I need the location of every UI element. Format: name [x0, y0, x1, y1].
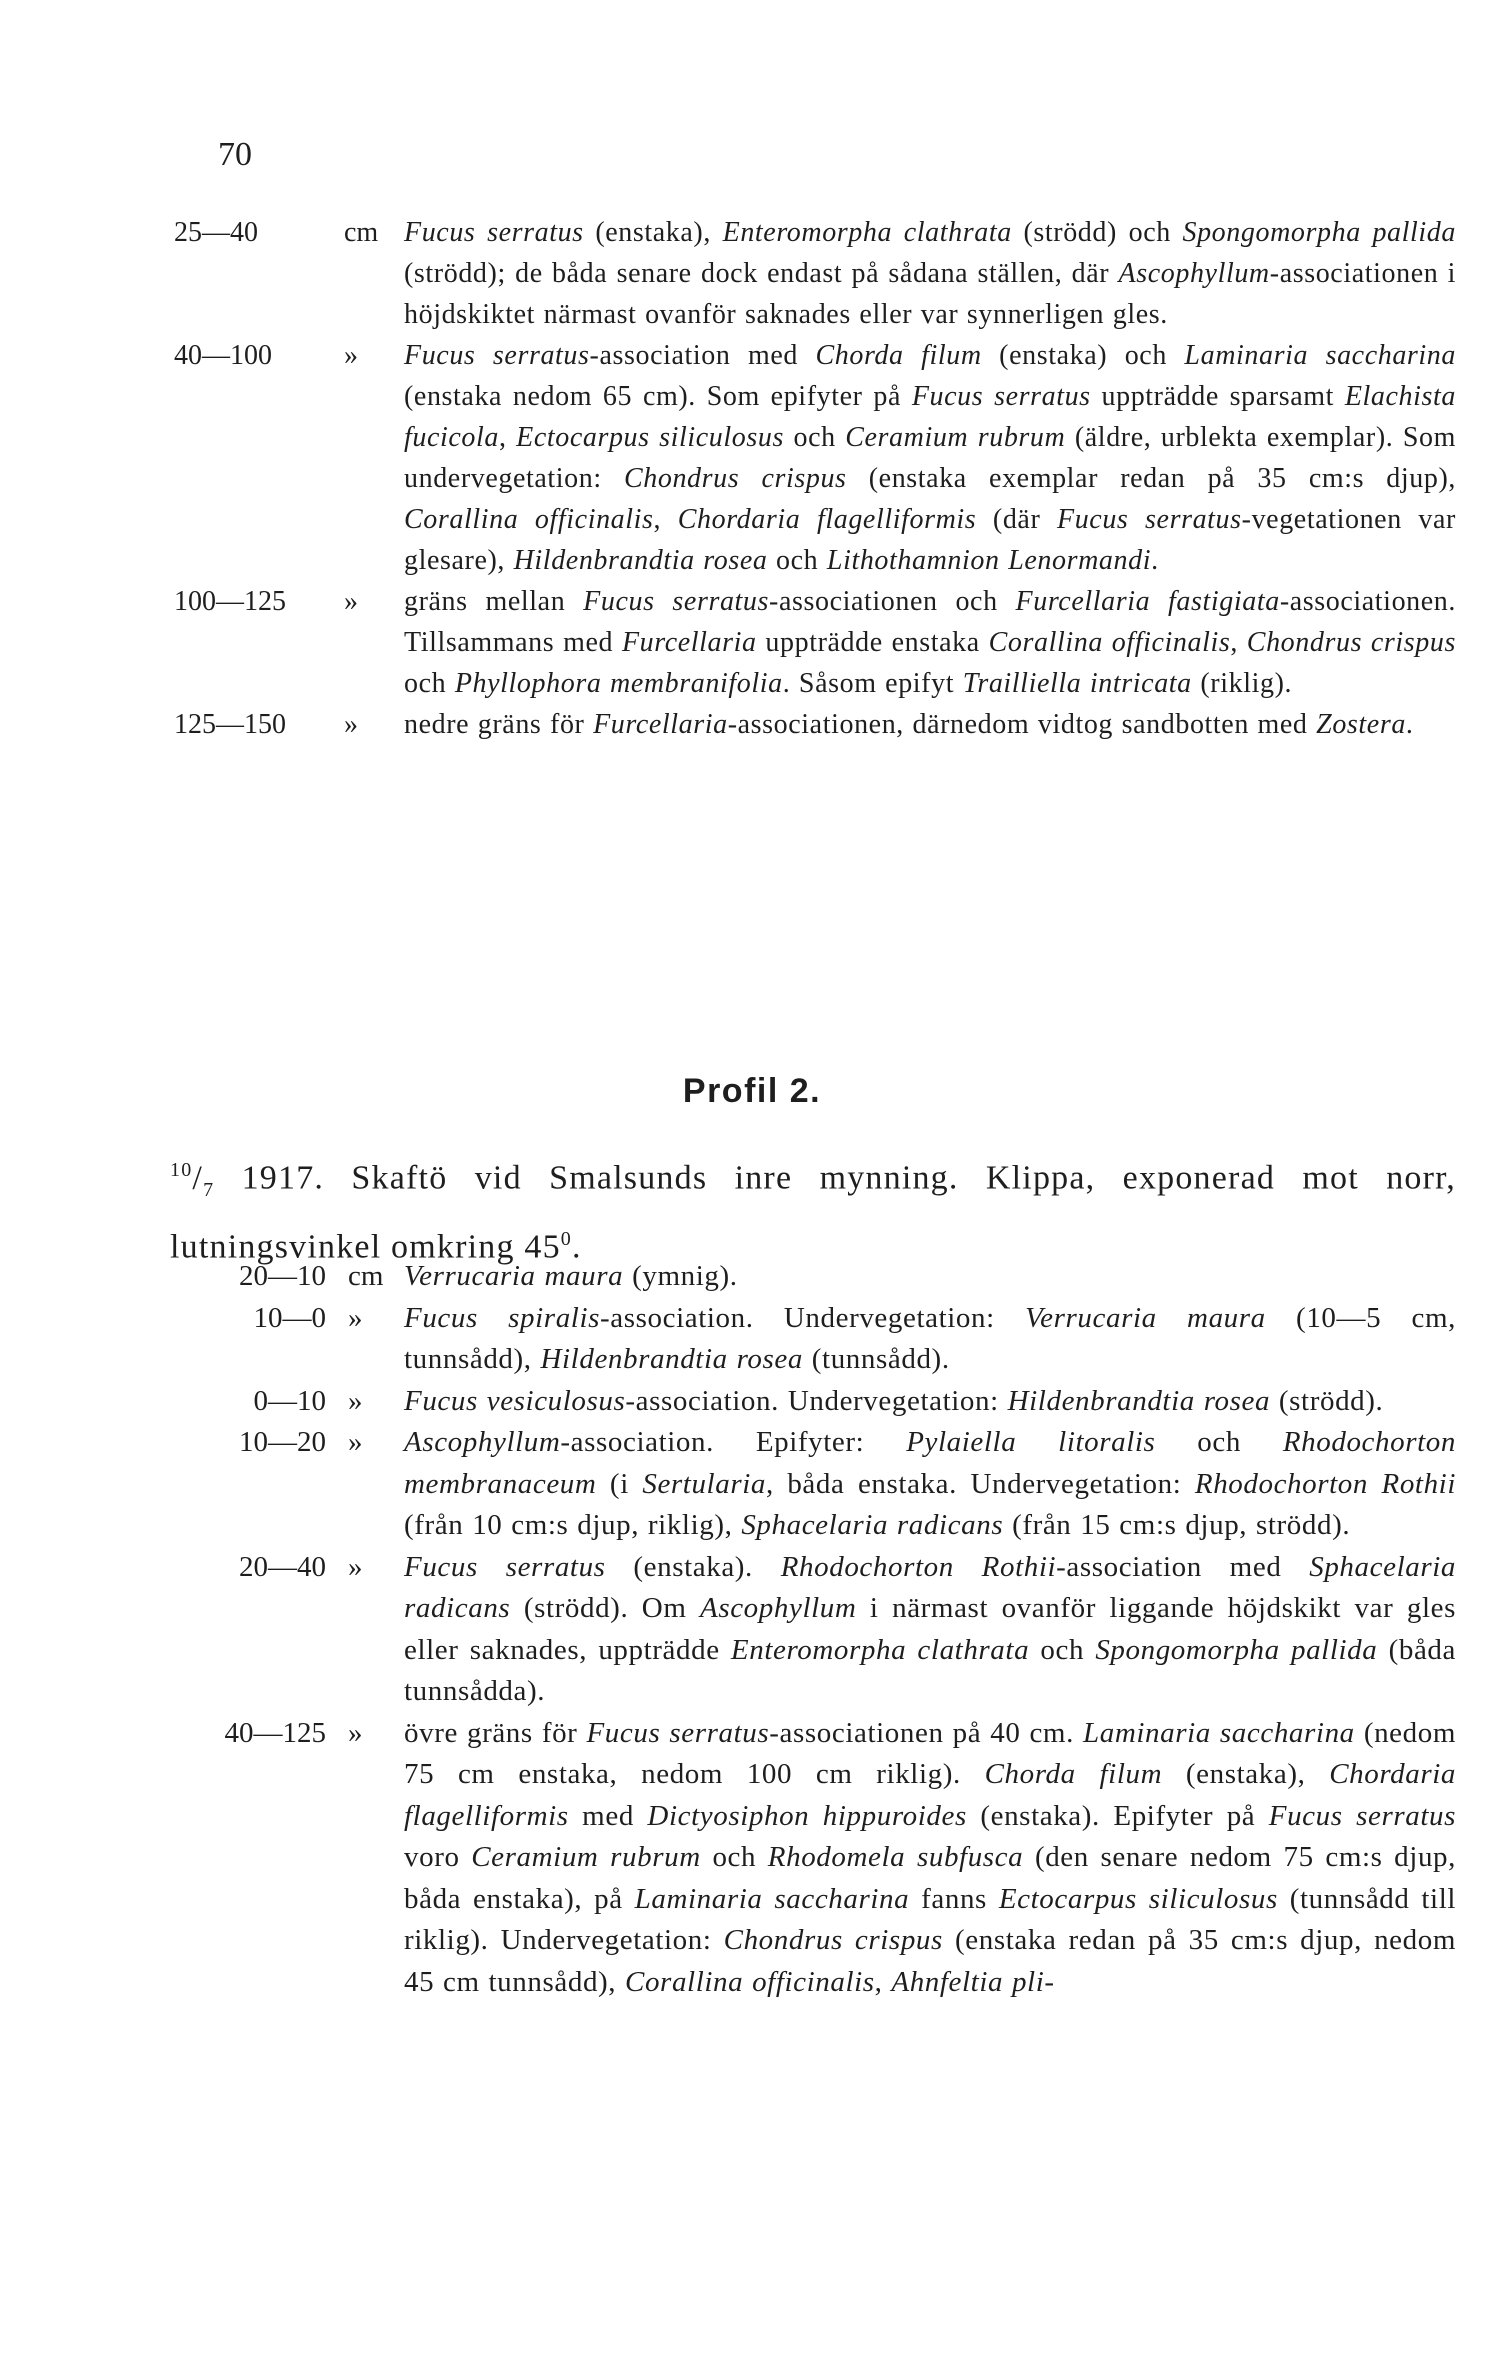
entry-text: Fucus serratus (enstaka), Enteromorpha clathrata (strödd) och Spongomorpha pallida (strödd); de båda senare dock endast på sådana ställen, där Ascophyllum-associationen i höjdskiktet närmast ovanför saknades eller var synnerligen gles. [404, 217, 1456, 330]
depth-range: 125—150 [174, 709, 286, 740]
entry-text: Fucus spiralis-association. Undervegetation: Verrucaria maura (10—5 cm, tunnsådd), Hildenbrandtia rosea (tunnsådd). [404, 1301, 1456, 1375]
depth-entry [170, 1422, 1456, 1547]
section-title: Profil 2. [682, 1072, 822, 1110]
depth-range: 40—125 [224, 1716, 326, 1749]
depth-entry [170, 1298, 1456, 1381]
depth-range: 0—10 [253, 1384, 326, 1417]
profile-1-entries [170, 212, 1456, 745]
depth-unit: » [348, 1426, 363, 1458]
entry-text: gräns mellan Fucus serratus-associationen och Furcellaria fastigiata-associationen. Tillsammans med Furcellaria uppträdde enstaka Corallina officinalis, Chondrus crispus och Phyllophora membranifolia. Såsom epifyt Trailliella intricata (riklig). [404, 586, 1456, 699]
depth-range: 100—125 [174, 586, 286, 617]
depth-entry [170, 1713, 1456, 2004]
depth-range: 25—40 [174, 217, 258, 248]
depth-range: 10—0 [253, 1301, 326, 1334]
page-number: 70 [218, 136, 252, 173]
depth-range: 20—10 [239, 1260, 326, 1292]
depth-range: 10—20 [239, 1426, 326, 1458]
depth-unit: » [348, 1716, 363, 1749]
depth-entry [170, 1381, 1456, 1423]
depth-entry [170, 212, 1456, 335]
entry-text: Fucus serratus (enstaka). Rhodochorton Rothii-association med Sphacelaria radicans (strödd). Om Ascophyllum i närmast ovanför liggande höjdskikt var gles eller saknades, uppträdde Enteromorpha clathrata och Spongomorpha pallida (båda tunnsådda). [404, 1550, 1456, 1707]
profile-2-entries [170, 1256, 1456, 2003]
entry-text: Fucus vesiculosus-association. Undervegetation: Hildenbrandtia rosea (strödd). [404, 1384, 1384, 1417]
entry-text: Verrucaria maura (ymnig). [404, 1260, 738, 1292]
entry-text: Ascophyllum-association. Epifyter: Pylaiella litoralis och Rhodochorton membranaceum (i Sertularia, båda enstaka. Undervegetation: Rhodochorton Rothii (från 10 cm:s djup, riklig), Sphacelaria radicans (från 15 cm:s djup, strödd). [404, 1426, 1456, 1541]
depth-entry [170, 335, 1456, 581]
depth-unit: » [348, 1384, 363, 1417]
entry-text: nedre gräns för Furcellaria-associationen, därnedom vidtog sandbotten med Zostera. [404, 709, 1414, 740]
depth-unit: » [344, 586, 358, 617]
depth-unit: » [348, 1301, 363, 1334]
profile-intro: $^{10}/_7$ 1917. Skaftö vid Smalsunds inre mynning. Klippa, exponerad mot norr, lutningsvinkel omkring $45^0$. [170, 1159, 1456, 1266]
entry-text: övre gräns för Fucus serratus-associationen på 40 cm. Laminaria saccharina (nedom 75 cm enstaka, nedom 100 cm riklig). Chorda filum (enstaka), Chordaria flagelliformis med Dictyosiphon hippuroides (enstaka). Epifyter på Fucus serratus voro Ceramium rubrum och Rhodomela subfusca (den senare nedom 75 cm:s djup, båda enstaka), på Laminaria saccharina fanns Ectocarpus siliculosus (tunnsådd till riklig). Undervegetation: Chondrus crispus (enstaka redan på 35 cm:s djup, nedom 45 cm tunnsådd), Corallina officinalis, Ahnfeltia pli- [404, 1716, 1457, 1998]
depth-unit: » [344, 340, 358, 371]
depth-range: 20—40 [239, 1550, 326, 1583]
entry-text: Fucus serratus-association med Chorda filum (enstaka) och Laminaria saccharina (enstaka nedom 65 cm). Som epifyter på Fucus serratus uppträdde sparsamt Elachista fucicola, Ectocarpus siliculosus och Ceramium rubrum (äldre, urblekta exemplar). Som undervegetation: Chondrus crispus (enstaka exemplar redan på 35 cm:s djup), Corallina officinalis, Chordaria flagelliformis (där Fucus serratus-vegetationen var glesare), Hildenbrandtia rosea och Lithothamnion Lenormandi. [404, 340, 1457, 576]
depth-unit: » [348, 1550, 363, 1583]
depth-unit: cm [344, 217, 379, 248]
depth-range: 40—100 [174, 340, 272, 371]
depth-entry [170, 1256, 1456, 1298]
depth-entry [170, 704, 1456, 745]
depth-entry [170, 581, 1456, 704]
depth-entry [170, 1547, 1456, 1713]
depth-unit: cm [348, 1260, 384, 1292]
depth-unit: » [344, 709, 358, 740]
